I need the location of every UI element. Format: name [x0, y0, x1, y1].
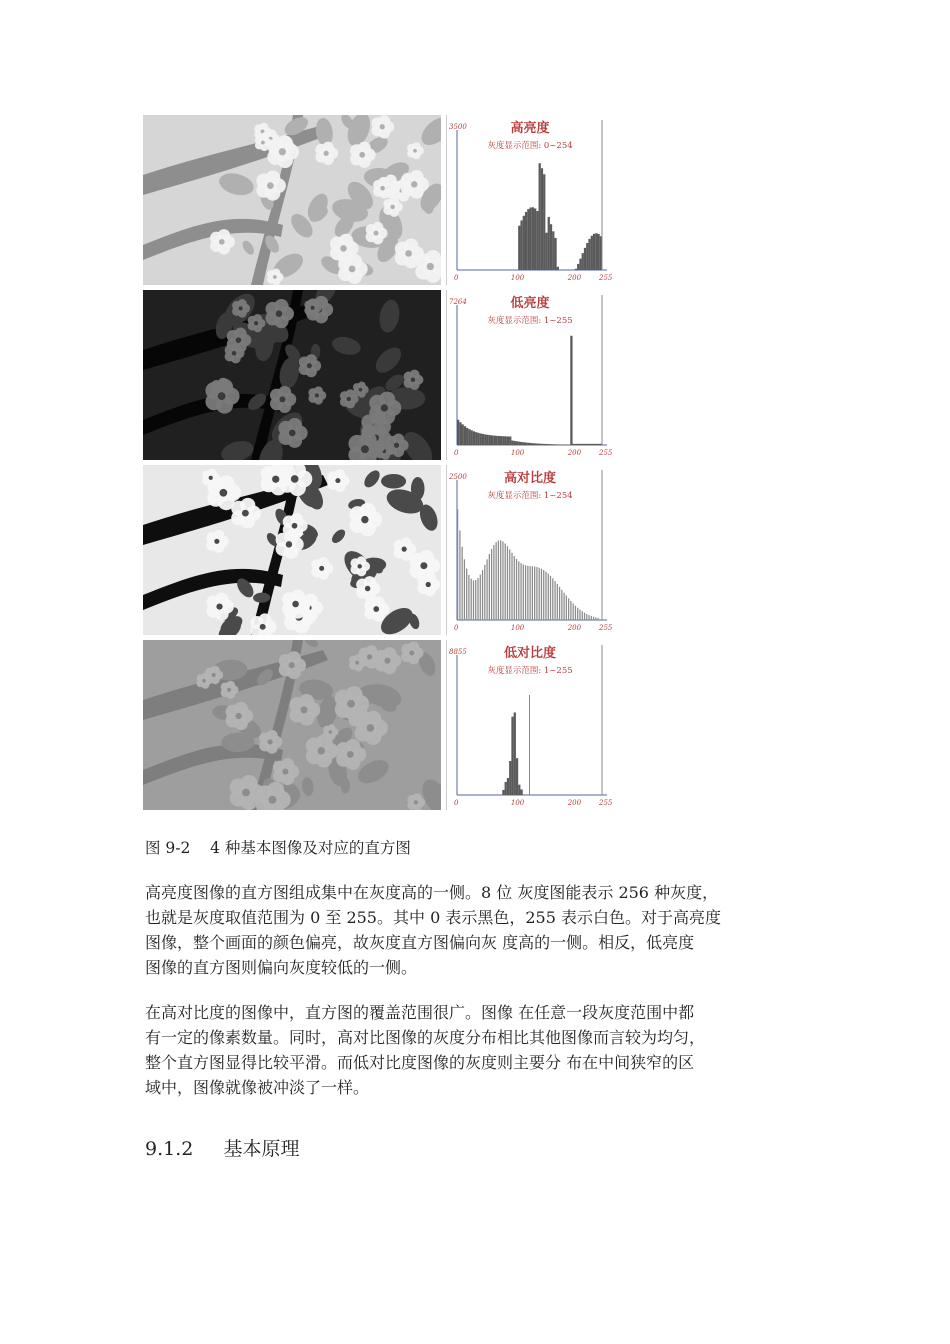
histogram-bar — [480, 575, 481, 620]
histogram-bar — [462, 424, 464, 445]
section-heading: 9.1.2 基本原理 — [145, 1138, 300, 1160]
photo-high-contrast — [143, 465, 441, 635]
histogram-bar — [530, 566, 531, 620]
histogram-bar — [557, 267, 559, 270]
histogram-bar — [588, 239, 590, 270]
histogram-bar — [468, 429, 470, 445]
paragraph-line: 域中，图像就像被冲淡了一样。 — [145, 1078, 370, 1097]
histogram-bar — [550, 444, 552, 445]
x-tick-label: 255 — [599, 449, 613, 457]
histogram-bar — [484, 434, 486, 445]
histogram-bar — [502, 541, 503, 620]
histogram-bar — [582, 611, 583, 620]
histogram-bar — [475, 432, 477, 445]
y-max-label: 3500 — [449, 123, 467, 131]
histogram-bar — [543, 174, 545, 270]
histogram-bar — [561, 590, 562, 620]
histogram-bar — [516, 441, 518, 445]
histogram-low-brightness — [446, 290, 614, 460]
x-tick-label: 0 — [454, 624, 459, 632]
histogram-bar — [505, 543, 506, 620]
histogram-bar — [586, 614, 587, 620]
histogram-bar — [584, 248, 586, 270]
histogram-bar — [588, 615, 589, 620]
histogram-bar — [471, 430, 473, 445]
x-tick-label: 0 — [454, 449, 459, 457]
histogram-high-contrast — [446, 465, 614, 635]
histogram-bar — [482, 434, 484, 445]
histogram-bar — [579, 610, 580, 620]
histogram-bar — [591, 236, 593, 270]
histogram-bar — [573, 603, 574, 620]
histogram-bar — [498, 436, 500, 445]
paragraph-brightness — [145, 880, 810, 980]
histogram-bar — [584, 444, 586, 445]
histogram-bar — [496, 542, 497, 620]
histogram-bar — [545, 572, 546, 620]
histogram-bar — [520, 220, 522, 270]
histogram-bar — [489, 554, 490, 620]
histogram-bar — [586, 444, 588, 445]
paragraph-contrast — [145, 1000, 810, 1100]
histogram-bar — [595, 233, 597, 270]
histogram-bar — [525, 443, 527, 445]
histogram-bar — [593, 444, 595, 445]
histogram-bar — [516, 758, 518, 795]
histogram-bar — [597, 444, 599, 445]
histogram-bar — [570, 336, 572, 445]
histogram-bar — [577, 264, 579, 270]
histogram-bar — [554, 238, 556, 270]
histogram-bar — [557, 584, 558, 620]
histogram-title: 低对比度 — [503, 646, 557, 661]
histogram-bar — [511, 441, 513, 445]
histogram-bar — [523, 564, 524, 620]
x-tick-label: 100 — [510, 449, 525, 457]
histogram-bar — [530, 443, 532, 445]
histogram-bar — [457, 509, 458, 620]
histogram-bar — [459, 422, 461, 445]
histogram-bar — [541, 168, 543, 270]
histogram-high-brightness — [446, 115, 614, 285]
paragraph-line: 图像的直方图则偏向灰度较低的一侧。 — [145, 958, 418, 977]
histogram-bar — [459, 530, 460, 620]
histogram-bar — [491, 435, 493, 445]
histogram-bar — [486, 435, 488, 445]
histogram-bar — [539, 568, 540, 620]
histogram-bar — [575, 269, 577, 270]
histogram-bar — [516, 559, 517, 620]
histogram-bar — [530, 208, 532, 270]
histogram-bar — [552, 231, 554, 270]
histogram-bar — [520, 442, 522, 445]
histogram-bar — [595, 444, 597, 445]
histogram-range-label: 灰度显示范围: 1~254 — [487, 491, 573, 501]
x-tick-label: 0 — [454, 799, 459, 807]
histogram-bar — [511, 553, 512, 620]
histogram-bar — [525, 565, 526, 620]
y-max-label: 2500 — [449, 473, 467, 481]
histogram-range-label: 灰度显示范围: 1~255 — [487, 316, 573, 326]
histogram-bar — [475, 580, 476, 620]
histogram-bar — [539, 444, 541, 445]
histogram-bar — [595, 617, 596, 620]
histogram-bar — [464, 559, 465, 620]
paragraph-line: 高亮度图像的直方图组成集中在灰度高的一侧。8 位 灰度图能表示 256 种灰度， — [145, 883, 719, 902]
histogram-bar — [502, 436, 504, 445]
histogram-bar — [500, 436, 502, 445]
x-tick-label: 100 — [510, 624, 525, 632]
histogram-bar — [518, 226, 520, 270]
histogram-bar — [518, 561, 519, 620]
x-tick-label: 200 — [567, 449, 582, 457]
histogram-bar — [473, 580, 474, 620]
histogram-bar — [500, 540, 501, 620]
histogram-bar — [588, 444, 590, 445]
histogram-bar — [552, 578, 553, 620]
photo-low-brightness — [143, 290, 441, 460]
histogram-low-contrast — [446, 640, 614, 810]
histogram-bar — [477, 433, 479, 445]
histogram-bar — [491, 549, 492, 620]
histogram-bar — [507, 546, 508, 620]
histogram-bar — [550, 576, 551, 620]
histogram-bar — [552, 444, 554, 445]
histogram-bar — [591, 616, 592, 620]
histogram-figure — [143, 115, 613, 812]
histogram-title: 低亮度 — [510, 296, 550, 311]
histogram-bar — [493, 436, 495, 445]
y-max-label: 7264 — [449, 298, 467, 306]
histogram-bar — [548, 444, 550, 445]
histogram-bar — [559, 444, 561, 445]
histogram-bar — [486, 559, 487, 620]
histogram-bar — [514, 712, 516, 795]
histogram-bar — [509, 437, 511, 445]
histogram-bar — [563, 593, 564, 620]
histogram-bar — [462, 547, 463, 620]
photo-high-brightness — [143, 115, 441, 285]
histogram-bar — [582, 253, 584, 270]
histogram-bar — [507, 778, 509, 795]
histogram-bar — [523, 216, 525, 270]
histogram-bar — [509, 761, 511, 795]
histogram-bar — [559, 587, 560, 620]
histogram-bar — [466, 569, 467, 620]
x-tick-label: 200 — [567, 624, 582, 632]
histogram-bar — [525, 212, 527, 270]
histogram-bar — [511, 717, 513, 795]
histogram-bar — [593, 234, 595, 270]
figure-row-low-contrast — [143, 640, 613, 810]
histogram-bar — [514, 556, 515, 620]
histogram-bar — [527, 209, 529, 270]
histogram-bar — [568, 598, 569, 620]
histogram-bar — [505, 782, 507, 795]
histogram-bar — [520, 789, 522, 795]
paragraph-line: 也就是灰度取值范围为 0 至 255。其中 0 表示黑色，255 表示白色。对于高亮度 — [145, 908, 721, 927]
x-tick-label: 100 — [510, 799, 525, 807]
histogram-bar — [575, 606, 576, 620]
histogram-bar — [493, 545, 494, 620]
histogram-bar — [586, 243, 588, 270]
histogram-bar — [534, 208, 536, 270]
histogram-bar — [566, 596, 567, 620]
paragraph-line: 有一定的像素数量。同时，高对比图像的灰度分布相比其他图像而言较为均匀， — [145, 1028, 706, 1047]
histogram-bar — [496, 436, 498, 445]
histogram-bar — [536, 211, 538, 270]
histogram-bar — [466, 428, 468, 445]
histogram-bar — [527, 566, 528, 620]
histogram-bar — [554, 444, 556, 445]
y-max-label: 8855 — [449, 648, 467, 656]
histogram-bar — [577, 608, 578, 620]
histogram-range-label: 灰度显示范围: 1~255 — [487, 666, 573, 676]
histogram-bar — [593, 617, 594, 620]
histogram-bar — [579, 444, 581, 445]
histogram-bar — [484, 565, 485, 620]
histogram-bar — [543, 570, 544, 620]
histogram-bar — [577, 444, 579, 445]
histogram-bar — [532, 443, 534, 445]
histogram-bar — [534, 567, 535, 620]
x-tick-label: 255 — [599, 274, 613, 282]
x-tick-label: 255 — [599, 624, 613, 632]
histogram-bar — [597, 618, 598, 620]
histogram-bar — [557, 444, 559, 445]
histogram-bar — [514, 441, 516, 445]
figure-row-high-brightness — [143, 115, 613, 285]
histogram-bar — [548, 217, 550, 270]
x-tick-label: 0 — [454, 274, 459, 282]
histogram-bar — [582, 444, 584, 445]
histogram-bar — [527, 443, 529, 445]
paragraph-line: 图像，整个画面的颜色偏亮，故灰度直方图偏向灰 度高的一侧。相反，低亮度 — [145, 933, 695, 952]
histogram-bar — [550, 224, 552, 270]
photo-low-contrast — [143, 640, 441, 810]
paragraph-line: 整个直方图显得比较平滑。而低对比度图像的灰度则主要分 布在中间狭窄的区 — [145, 1053, 695, 1072]
histogram-bar — [554, 581, 555, 620]
histogram-bar — [507, 436, 509, 445]
histogram-bar — [570, 601, 571, 620]
histogram-bar — [541, 444, 543, 445]
histogram-bar — [473, 431, 475, 445]
histogram-bar — [482, 570, 483, 620]
histogram-bar — [489, 435, 491, 445]
histogram-bar — [505, 436, 507, 445]
histogram-bar — [573, 444, 575, 445]
figure-row-high-contrast — [143, 465, 613, 635]
histogram-bar — [532, 207, 534, 270]
histogram-range-label: 灰度显示范围: 0~254 — [487, 141, 573, 151]
x-tick-label: 100 — [510, 274, 525, 282]
histogram-bar — [541, 569, 542, 620]
histogram-bar — [480, 433, 482, 445]
histogram-bar — [536, 444, 538, 445]
histogram-bar — [597, 234, 599, 270]
histogram-bar — [532, 566, 533, 620]
histogram-bar — [545, 444, 547, 445]
histogram-bar — [534, 443, 536, 445]
histogram-bar — [584, 613, 585, 620]
histogram-bar — [575, 444, 577, 445]
histogram-bar — [464, 426, 466, 445]
histogram-bar — [548, 574, 549, 620]
histogram-title: 高对比度 — [503, 471, 557, 486]
histogram-bar — [520, 563, 521, 620]
histogram-bar — [518, 785, 520, 795]
histogram-bar — [543, 444, 545, 445]
histogram-bar — [523, 442, 525, 445]
histogram-bar — [457, 420, 459, 445]
histogram-bar — [539, 163, 541, 270]
histogram-bar — [518, 442, 520, 445]
histogram-title: 高亮度 — [510, 121, 550, 136]
histogram-bar — [509, 549, 510, 620]
x-tick-label: 200 — [567, 274, 582, 282]
histogram-bar — [471, 579, 472, 620]
histogram-bar — [502, 790, 504, 795]
x-tick-label: 200 — [567, 799, 582, 807]
histogram-bar — [591, 444, 593, 445]
histogram-bar — [477, 578, 478, 620]
histogram-bar — [498, 541, 499, 620]
histogram-bar — [468, 575, 469, 620]
figure-caption: 图 9-2 4 种基本图像及对应的直方图 — [145, 839, 411, 857]
figure-row-low-brightness — [143, 290, 613, 460]
histogram-bar — [536, 567, 537, 620]
paragraph-line: 在高对比度的图像中，直方图的覆盖范围很广。图像 在任意一段灰度范围中都 — [145, 1003, 695, 1022]
x-tick-label: 255 — [599, 799, 613, 807]
histogram-bar — [579, 259, 581, 270]
histogram-bar — [545, 233, 547, 270]
